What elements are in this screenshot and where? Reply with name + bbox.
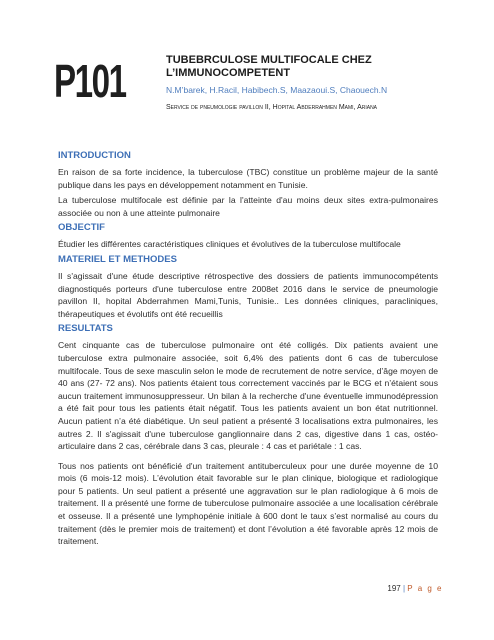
- page-number: 197: [387, 584, 401, 593]
- page-footer: [387, 584, 443, 593]
- authors: N.M’barek, H.Racil, Habibech.S, Maazaoui.S, Chaouech.N: [166, 85, 388, 95]
- section-heading-methodes: MATERIEL ET METHODES: [58, 253, 177, 265]
- resultats-paragraph-1: Cent cinquante cas de tuberculose pulmonaire ont été colligés. Dix patients avaient une tuberculose extra pulmonaire associée, soit 6,4% des patients dont 6 cas de tuberculose multifocale. Tous de sexe masculin selon le mode de recrutement de notre service, d’âge moyen de 40 ans (27- 72 ans). Nos patients étaient tous correctement vaccinés par le BCG et n’étaient sous aucun traitement immunosuppresseur. Un bilan à la recherche d'une éventuelle immunodépression a été fait pour tous les patients était négatif. Tous les patients avaient un bon état nutritionnel. Aucun patient n’a été diabétique. Un seul patient a présenté 3 localisations extra pulmonaires, les autres 2. Il s'agissait d'une tuberculose ganglionnaire dans 2 cas, digestive dans 1 cas, ostéo-articulaire dans 2 cas, cérébrale dans 3 cas, pleurale : 4 cas et pariétale : 1 cas.: [58, 340, 438, 452]
- title-line-1: TUBEBRCULOSE MULTIFOCALE CHEZ: [166, 54, 372, 66]
- section-heading-introduction: INTRODUCTION: [58, 150, 131, 161]
- title-line-2: L’IMMUNOCOMPETENT: [166, 67, 291, 79]
- resultats-paragraph-2: Tous nos patients ont bénéficié d'un traitement antituberculeux pour une durée moyenne de 10 mois (6 mois-12 mois). L’évolution était favorable sur le plan clinique, biologique et radiologique pour 5 patients. Un seul patient a présenté une aggravation sur le plan radiologique à 6 mois de traitement. Il a présenté une forme de tuberculose pulmonaire associée a une localisation cérébrale et osseuse. Il a présenté une lymphopénie initiale à 600 dont le taux s’est normalisé au cours du traitement (dès le premier mois de traitement) et dont l’évolution a été favorable après 12 mois de traitement.: [58, 460, 438, 547]
- title-block: [166, 54, 466, 111]
- objectif-paragraph: Étudier les différentes caractéristiques cliniques et évolutives de la tuberculose multifocale: [58, 239, 401, 250]
- footer-separator: |: [402, 584, 406, 593]
- abstract-header: [54, 42, 454, 132]
- introduction-paragraph-1: En raison de sa forte incidence, la tuberculose (TBC) constitue un problème majeur de la santé publique dans les pays en développement notamment en Tunisie.: [58, 167, 438, 190]
- introduction-paragraph-2: La tuberculose multifocale est définie par la l'atteinte d'au moins deux sites extra-pulmonaires associée ou non à une atteinte pulmonaire: [58, 195, 438, 218]
- abstract-body: [58, 150, 438, 551]
- section-heading-resultats: RESULTATS: [58, 323, 113, 335]
- abstract-code: P101: [54, 55, 126, 107]
- abstract-title: [166, 54, 466, 80]
- section-heading-objectif: OBJECTIF: [58, 222, 105, 234]
- methodes-paragraph: Il s'agissait d'une étude descriptive rétrospective des dossiers de patients immunocompétents diagnostiqués porteurs d'une tuberculose entre 2008et 2016 dans le service de pneumologie pavillon II, hopital Abderrahmen Mami,Tunis, Tunisie.. Les données cliniques, paracliniques, thérapeutiques et évolutifs ont été recueillis: [58, 270, 438, 319]
- service-affiliation: Service de pneumologie pavillon II, Hopital Abderrahmen Mami, Ariana: [166, 104, 378, 111]
- page-label: P a g e: [407, 584, 443, 593]
